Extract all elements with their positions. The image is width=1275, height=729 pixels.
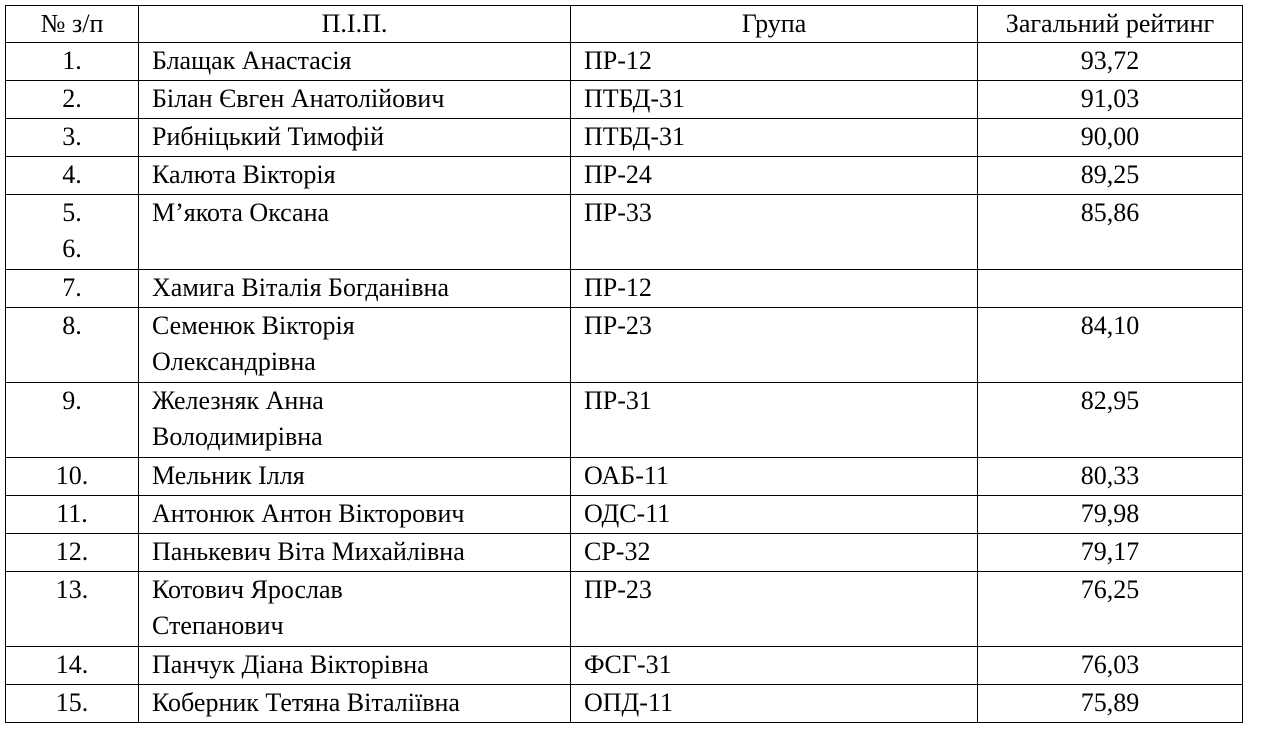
row-rating: 82,95 (978, 383, 1243, 458)
row-group: ПР-24 (571, 157, 978, 195)
table-row (6, 195, 1243, 270)
row-name-line1: Семенюк Вікторія (152, 311, 355, 340)
row-rating: 85,86 (978, 195, 1243, 270)
row-rating: 90,00 (978, 119, 1243, 157)
row-name: Рибніцький Тимофій (139, 119, 571, 157)
table-row (6, 534, 1243, 572)
row-num: 13. (6, 572, 139, 647)
row-name: Панчук Діана Вікторівна (139, 647, 571, 685)
row-rating: 84,10 (978, 308, 1243, 383)
table-row (6, 458, 1243, 496)
row-group: ПТБД-31 (571, 119, 978, 157)
table-row (6, 685, 1243, 723)
row-group: ПР-12 (571, 43, 978, 81)
row-group: ФСГ-31 (571, 647, 978, 685)
table-row (6, 647, 1243, 685)
row-group: ПР-33 (571, 195, 978, 270)
row-name: Блащак Анастасія (139, 43, 571, 81)
row-name: Антонюк Антон Вікторович (139, 496, 571, 534)
row-name-line2: Олександрівна (152, 347, 316, 376)
table-row (6, 270, 1243, 308)
row-group: СР-32 (571, 534, 978, 572)
row-num-line2: 6. (62, 234, 82, 263)
row-rating: 80,33 (978, 458, 1243, 496)
row-rating: 76,25 (978, 572, 1243, 647)
row-group: ОДС-11 (571, 496, 978, 534)
row-rating (978, 270, 1243, 308)
row-name: Білан Євген Анатолійович (139, 81, 571, 119)
table-row (6, 119, 1243, 157)
row-num: 7. (6, 270, 139, 308)
row-num: 1. (6, 43, 139, 81)
row-num: 12. (6, 534, 139, 572)
row-name (139, 572, 571, 647)
row-name-line1: Котович Ярослав (152, 575, 343, 604)
row-group: ПР-31 (571, 383, 978, 458)
header-group: Група (571, 6, 978, 43)
table-row (6, 308, 1243, 383)
row-name (139, 308, 571, 383)
row-group: ОАБ-11 (571, 458, 978, 496)
row-num-line1: 5. (62, 198, 82, 227)
row-num: 9. (6, 383, 139, 458)
row-group: ПР-23 (571, 572, 978, 647)
row-rating: 76,03 (978, 647, 1243, 685)
row-name: Калюта Вікторія (139, 157, 571, 195)
row-name: Хамига Віталія Богданівна (139, 270, 571, 308)
row-num: 3. (6, 119, 139, 157)
row-rating: 93,72 (978, 43, 1243, 81)
table-row (6, 572, 1243, 647)
table-row (6, 43, 1243, 81)
row-name-line2: Володимирівна (152, 422, 323, 451)
row-rating: 91,03 (978, 81, 1243, 119)
row-rating: 75,89 (978, 685, 1243, 723)
row-num: 2. (6, 81, 139, 119)
table-row (6, 496, 1243, 534)
row-group: ПР-23 (571, 308, 978, 383)
row-num (6, 195, 139, 270)
table-row (6, 383, 1243, 458)
table-row (6, 157, 1243, 195)
row-rating: 89,25 (978, 157, 1243, 195)
row-num: 10. (6, 458, 139, 496)
row-name-line2: Степанович (152, 611, 284, 640)
header-rating: Загальний рейтинг (978, 6, 1243, 43)
row-num: 8. (6, 308, 139, 383)
row-name-line1: Железняк Анна (152, 386, 324, 415)
row-name: М’якота Оксана (139, 195, 571, 270)
row-num: 15. (6, 685, 139, 723)
row-name: Мельник Ілля (139, 458, 571, 496)
header-num: № з/п (6, 6, 139, 43)
row-name: Панькевич Віта Михайлівна (139, 534, 571, 572)
row-rating: 79,98 (978, 496, 1243, 534)
rating-table (5, 5, 1243, 723)
header-row (6, 6, 1243, 43)
row-name: Коберник Тетяна Віталіївна (139, 685, 571, 723)
row-num: 14. (6, 647, 139, 685)
row-group: ПР-12 (571, 270, 978, 308)
table-row (6, 81, 1243, 119)
header-name: П.І.П. (139, 6, 571, 43)
row-num: 4. (6, 157, 139, 195)
row-num: 11. (6, 496, 139, 534)
row-name (139, 383, 571, 458)
row-group: ОПД-11 (571, 685, 978, 723)
row-rating: 79,17 (978, 534, 1243, 572)
row-group: ПТБД-31 (571, 81, 978, 119)
